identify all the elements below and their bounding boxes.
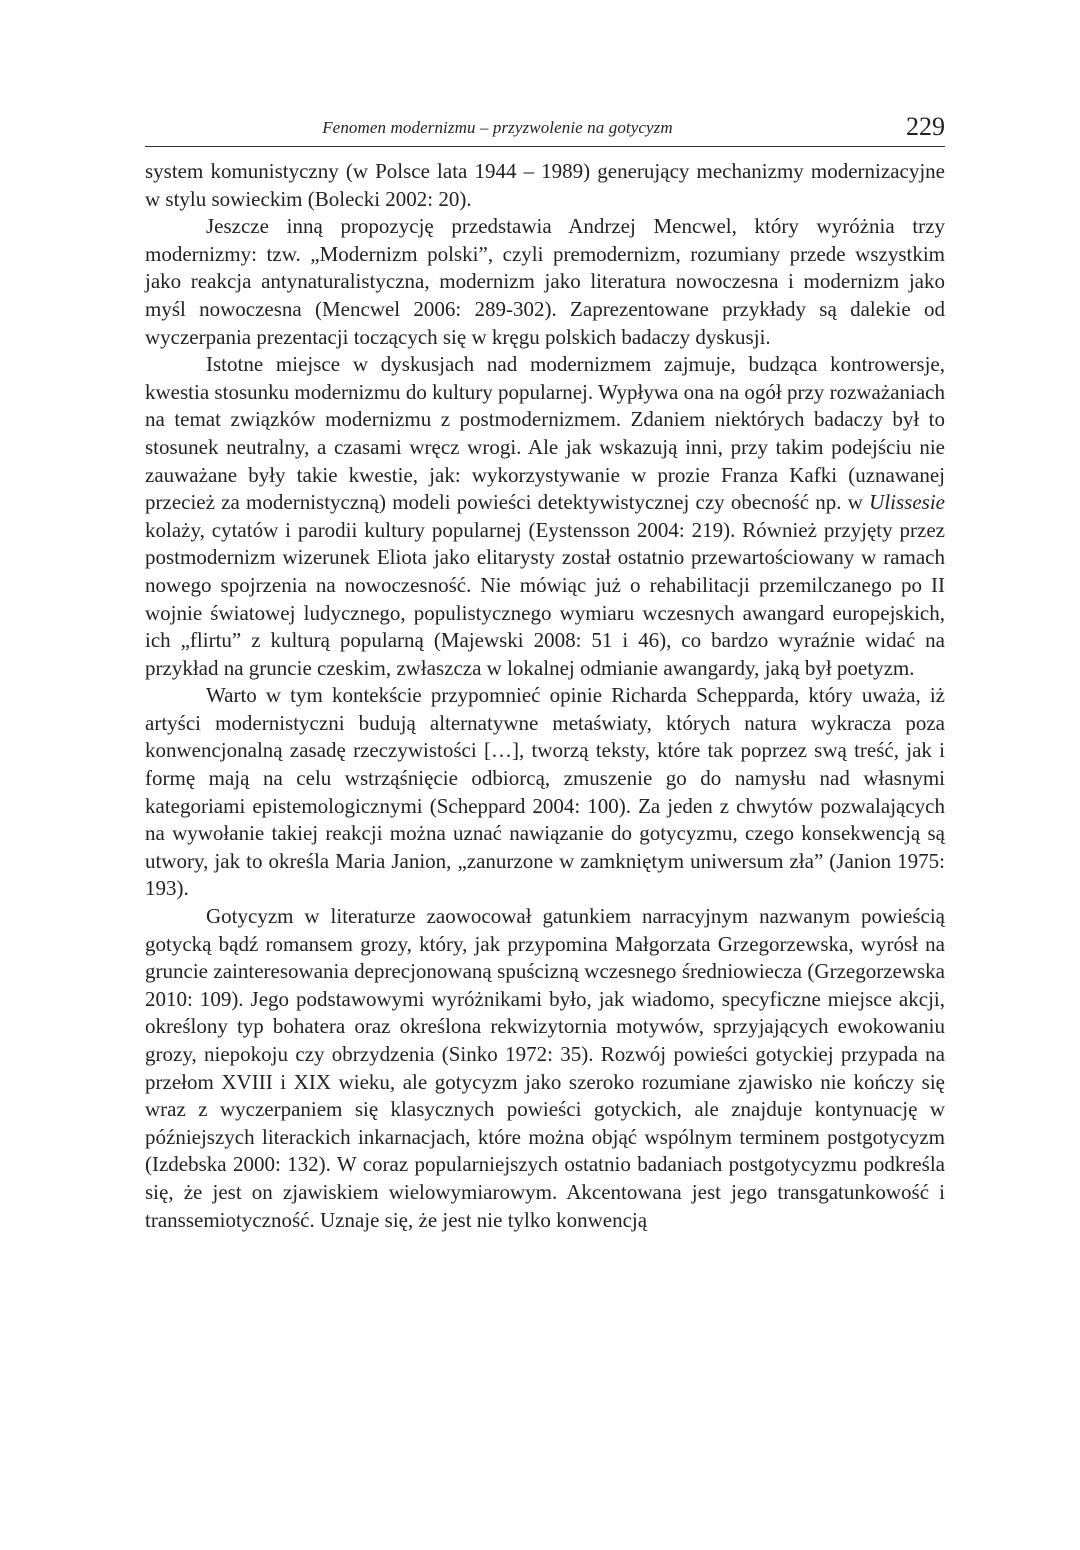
paragraph-3 bbox=[145, 351, 945, 682]
running-title: Fenomen modernizmu – przyzwolenie na gotycyzm bbox=[322, 118, 673, 137]
paragraph-1: system komunistyczny (w Polsce lata 1944 – 1989) generujący mechanizmy modernizacyjne w stylu sowieckim (Bolecki 2002: 20). bbox=[145, 159, 945, 211]
paragraph-3-part-2: kolaży, cytatów i parodii kultury popularnej (Eystensson 2004: 219). Również przyjęty przez postmodernizm wizerunek Eliota jako elitarysty został ostatnio przewartościowany w ramach nowego spojrzenia na nowoczesność. Nie mówiąc już o rehabilitacji przemilczanego po II wojnie światowej ludycznego, populistycznego wymiaru wczesnych awangard europejskich, ich „flirtu” z kulturą popularną (Majewski 2008: 51 i 46), co bardzo wyraźnie widać na przykład na gruncie czeskim, zwłaszcza w lokalnej odmianie awangardy, jaką był poetyzm. bbox=[145, 517, 945, 680]
italic-title-ulissesie: Ulissesie bbox=[869, 490, 945, 515]
paragraph-3-part-1: Istotne miejsce w dyskusjach nad modernizmem zajmuje, budząca kontrowersje, kwestia stosunku modernizmu do kultury popularnej. Wypływa ona na ogół przy rozważaniach na temat związków modernizmu z postmodernizmem. Zdaniem niektórych badaczy był to stosunek neutralny, a czasami wręcz wrogi. Ale jak wskazują inni, przy takim podejściu nie zauważane były takie kwestie, jak: wykorzystywanie w prozie Franza Kafki (uznawanej przecież za modernistyczną) modeli powieści detektywistycznej czy obecność np. w bbox=[145, 352, 945, 515]
paragraph-2: Jeszcze inną propozycję przedstawia Andrzej Mencwel, który wyróżnia trzy modernizmy: tzw. „Modernizm polski”, czyli premodernizm, rozumiany przede wszystkim jako reakcja antynaturalistyczna, modernizm jako literatura nowoczesna i modernizm jako myśl nowoczesna (Mencwel 2006: 289-302). Zaprezentowane przykłady są dalekie od wyczerpania prezentacji toczących się w kręgu polskich badaczy dyskusji. bbox=[145, 214, 945, 349]
paragraph-5: Gotycyzm w literaturze zaowocował gatunkiem narracyjnym nazwanym powieścią gotycką bądź romansem grozy, który, jak przypomina Małgorzata Grzegorzewska, wyrósł na gruncie zainteresowania deprecjonowaną spuścizną wczesnego średniowiecza (Grzegorzewska 2010: 109). Jego podstawowymi wyróżnikami było, jak wiadomo, specyficzne miejsce akcji, określony typ bohatera oraz określona rekwizytornia motywów, sprzyjających ewokowaniu grozy, niepokoju czy obrzydzenia (Sinko 1972: 35). Rozwój powieści gotyckiej przypada na przełom XVIII i XIX wieku, ale gotycyzm jako szeroko rozumiane zjawisko nie kończy się wraz z wyczerpaniem się klasycznych powieści gotyckich, ale znajduje kontynuację w późniejszych literackich inkarnacjach, które można objąć wspólnym terminem postgotycyzm (Izdebska 2000: 132). W coraz popularniejszych ostatnio badaniach postgotycyzmu podkreśla się, że jest on zjawiskiem wielowymiarowym. Akcentowana jest jego transgatunkowość i transsemiotyczność. Uznaje się, że jest nie tylko konwencją bbox=[145, 904, 945, 1232]
page-header bbox=[145, 112, 945, 147]
body-text bbox=[145, 158, 945, 1234]
page-number: 229 bbox=[906, 112, 945, 141]
paragraph-4: Warto w tym kontekście przypomnieć opinie Richarda Schepparda, który uważa, iż artyści modernistyczni budują alternatywne metaświaty, których natura wykracza poza konwencjonalną zasadę rzeczywistości […], tworzą teksty, które tak poprzez swą treść, jak i formę mają na celu wstrząśnięcie odbiorcą, zmuszenie go do namysłu nad własnymi kategoriami epistemologicznymi (Scheppard 2004: 100). Za jeden z chwytów pozwalających na wywołanie takiej reakcji można uznać nawiązanie do gotycyzmu, czego konsekwencją są utwory, jak to określa Maria Janion, „zanurzone w zamkniętym uniwersum zła” (Janion 1975: 193). bbox=[145, 683, 945, 901]
